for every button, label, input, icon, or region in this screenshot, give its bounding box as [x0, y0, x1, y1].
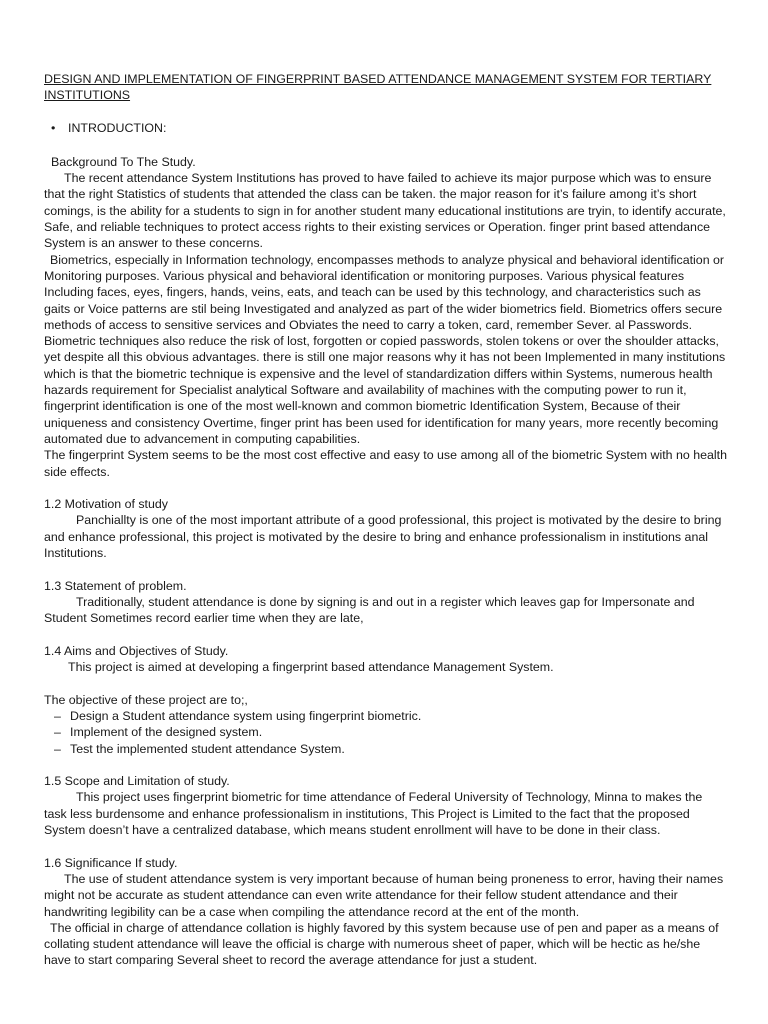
- significance-paragraph-2: The official in charge of attendance collation is highly favored by this system because use of pen and paper as a means of collating student attendance will leave the official is charge with numerous sheet of paper, which will be hectic as he/she have to start comparing Several sheet to record the average attendance for just a student.: [44, 920, 719, 968]
- problem-body: Traditionally, student attendance is done by signing is and out in a register which leaves gap for Impersonate and Student Sometimes record earlier time when they are late,: [44, 594, 695, 626]
- dash-icon: –: [54, 725, 61, 740]
- objectives-intro: The objective of these project are to;,: [44, 692, 248, 707]
- background-paragraph-1: The recent attendance System Institutions has proved to have failed to achieve its major purpose which was to ensure that the right Statistics of students that attended the class can be taken. the major reason for it’s failure among it’s short comings, is the ability for a students to sign in for another student many educational institutions are tryin, to identify accurate, Safe, and reliable techniques to protect access rights to their existing services or Operation. finger print based attendance System is an answer to these concerns.: [44, 171, 726, 251]
- objectives-list: [44, 708, 728, 757]
- significance-heading: 1.6 Significance If study.: [44, 855, 178, 870]
- scope-body: This project uses fingerprint biometric for time attendance of Federal University of Technology, Minna to makes the task less burdensome and enhance professionalism in institutions, This Project is Limited to the fact that the proposed System doesn’t have a centralized database, which means student enrollment will have to be done in their class.: [44, 790, 703, 838]
- introduction-bullet: [44, 120, 728, 136]
- bullet-icon: •: [51, 120, 56, 135]
- objective-text: Implement of the designed system.: [70, 725, 263, 740]
- background-heading: Background To The Study.: [51, 154, 196, 169]
- dash-icon: –: [54, 708, 61, 723]
- problem-heading: 1.3 Statement of problem.: [44, 578, 187, 593]
- list-item: [44, 708, 728, 724]
- significance-paragraph-1: The use of student attendance system is very important because of human being proneness to error, having their names might not be accurate as student attendance can even write attendance for their fellow student attendance and their handwriting legibility can be a case when compiling the attendance record at the ent of the month.: [44, 871, 724, 919]
- introduction-label: INTRODUCTION:: [68, 120, 167, 135]
- dash-icon: –: [54, 741, 61, 756]
- objective-text: Design a Student attendance system using fingerprint biometric.: [70, 708, 422, 723]
- aims-heading: 1.4 Aims and Objectives of Study.: [44, 643, 229, 658]
- aims-body: This project is aimed at developing a fingerprint based attendance Management System.: [68, 660, 554, 675]
- motivation-body: Panchiallty is one of the most important attribute of a good professional, this project is motivated by the desire to bring and enhance professional, this project is motivated by the desire to bring and enhance professionalism in institutions anal Institutions.: [44, 513, 722, 561]
- background-paragraph-3: The fingerprint System seems to be the most cost effective and easy to use among all of the biometric System with no health side effects.: [44, 448, 727, 479]
- document-title: DESIGN AND IMPLEMENTATION OF FINGERPRINT BASED ATTENDANCE MANAGEMENT SYSTEM FOR TERTIARY INSTITUTIONS: [44, 72, 712, 103]
- background-paragraph-2: Biometrics, especially in Information technology, encompasses methods to analyze physical and behavioral identification or Monitoring purposes. Various physical and behavioral identification or monitoring purposes. Various physical features Including faces, eyes, fingers, hands, veins, eats, and teach can be used by this technology, and characteristics such as gaits or Voice patterns are stil being Investigated and analyzed as part of the wider biometrics field. Biometrics offers secure methods of access to sensitive services and Obviates the need to carry a token, card, remember Sever. al Passwords. Biometric techniques also reduce the risk of lost, forgotten or copied passwords, stolen tokens or over the shoulder attacks, yet despite all this obvious advantages. there is still one major reasons why it has not been Implemented in many institutions which is that the biometric technique is expensive and the level of standardization differs within Systems, numerous health hazards requirement for Specialist analytical Software and availability of machines with the computing power to run it, fingerprint identification is one of the most well-known and common biometric Identification System, Because of their uniqueness and consistency Overtime, finger print has been used for identification for many years, more recently becoming automated due to advancement in computing capabilities.: [44, 252, 726, 446]
- motivation-heading: 1.2 Motivation of study: [44, 497, 168, 512]
- objective-text: Test the implemented student attendance System.: [70, 741, 345, 756]
- list-item: [44, 724, 728, 740]
- scope-heading: 1.5 Scope and Limitation of study.: [44, 774, 230, 789]
- list-item: [44, 741, 728, 757]
